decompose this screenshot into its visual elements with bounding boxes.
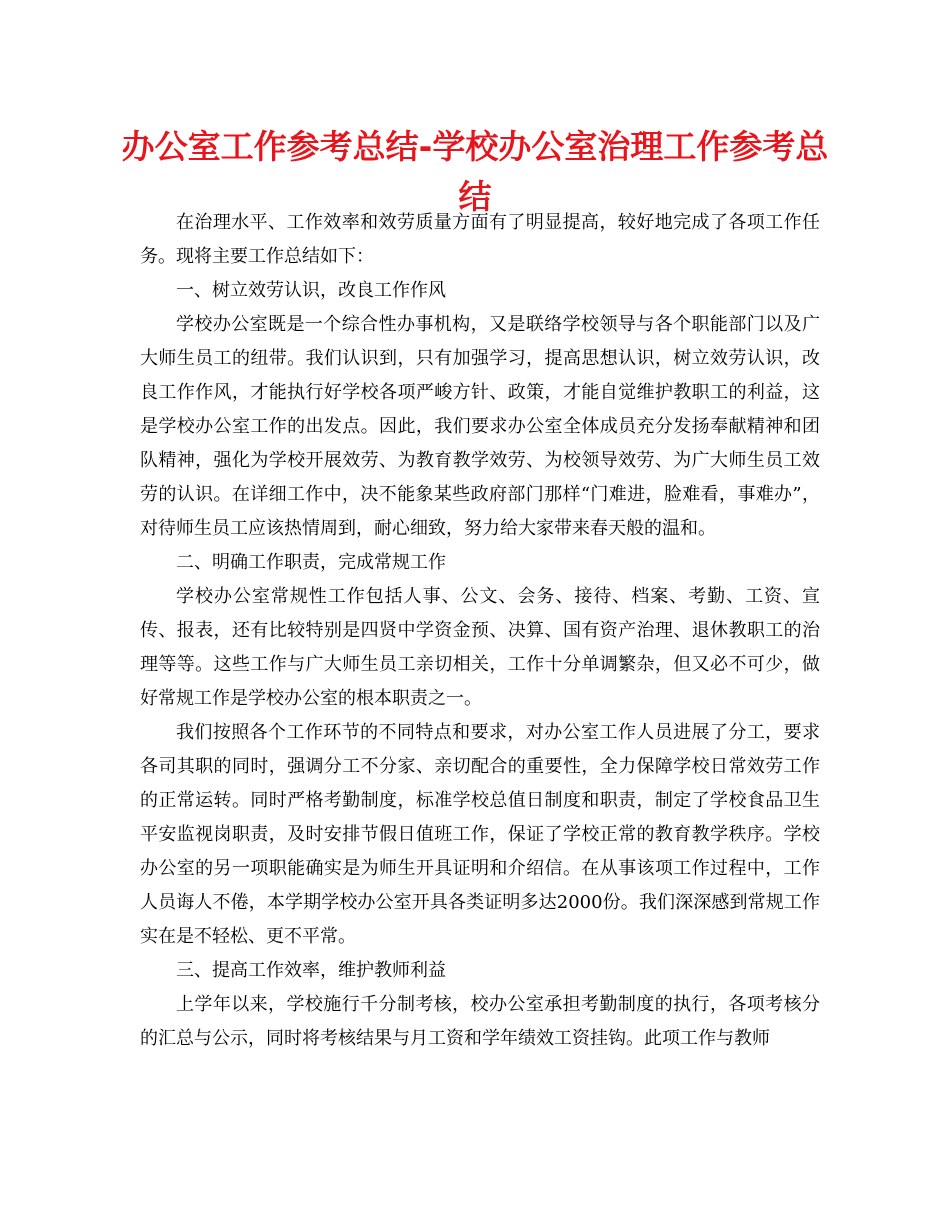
intro-paragraph: 在治理水平、工作效率和效劳质量方面有了明显提高，较好地完成了各项工作任务。现将主要工作总结如下： — [140, 212, 820, 267]
document-body — [140, 206, 820, 1056]
section-3-paragraph: 上学年以来，学校施行千分制考核，校办公室承担考勤制度的执行，各项考核分的汇总与公示，同时将考核结果与月工资和学年绩效工资挂钩。此项工作与教师 — [140, 994, 820, 1049]
document-title: 办公室工作参考总结-学校办公室治理工作参考总结 — [121, 127, 829, 216]
section-2-paragraph-2: 我们按照各个工作环节的不同特点和要求，对办公室工作人员进展了分工，要求各司其职的同时，强调分工不分家、亲切配合的重要性，全力保障学校日常效劳工作的正常运转。同时严格考勤制度，标准学校总值日制度和职责，制定了学校食品卫生平安监视岗职责，及时安排节假日值班工作，保证了学校正常的教育教学秩序。学校办公室的另一项职能确实是为师生开具证明和介绍信。在从事该项工作过程中，工作人员诲人不倦，本学期学校办公室开具各类证明多达2000份。我们深深感到常规工作实在是不轻松、更不平常。 — [140, 722, 820, 947]
section-heading-3: 三、提高工作效率，维护教师利益 — [176, 960, 446, 981]
section-heading-2: 二、明确工作职责，完成常规工作 — [176, 552, 446, 573]
section-2-paragraph-1: 学校办公室常规性工作包括人事、公文、会务、接待、档案、考勤、工资、宣传、报表，还有比较特别是四贤中学资金预、决算、国有资产治理、退休教职工的治理等等。这些工作与广大师生员工亲切相关，工作十分单调繁杂，但又必不可少，做好常规工作是学校办公室的根本职责之一。 — [140, 586, 820, 709]
section-1-paragraph: 学校办公室既是一个综合性办事机构，又是联络学校领导与各个职能部门以及广大师生员工的纽带。我们认识到，只有加强学习，提高思想认识，树立效劳认识，改良工作作风，才能执行好学校各项严峻方针、政策，才能自觉维护教职工的利益，这是学校办公室工作的出发点。因此，我们要求办公室全体成员充分发扬奉献精神和团队精神，强化为学校开展效劳、为教育教学效劳、为校领导效劳、为广大师生员工效劳的认识。在详细工作中，决不能象某些政府部门那样“门难进，脸难看，事难办”，对待师生员工应该热情周到，耐心细致，努力给大家带来春天般的温和。 — [140, 314, 820, 539]
section-heading-1: 一、树立效劳认识，改良工作作风 — [176, 280, 446, 301]
